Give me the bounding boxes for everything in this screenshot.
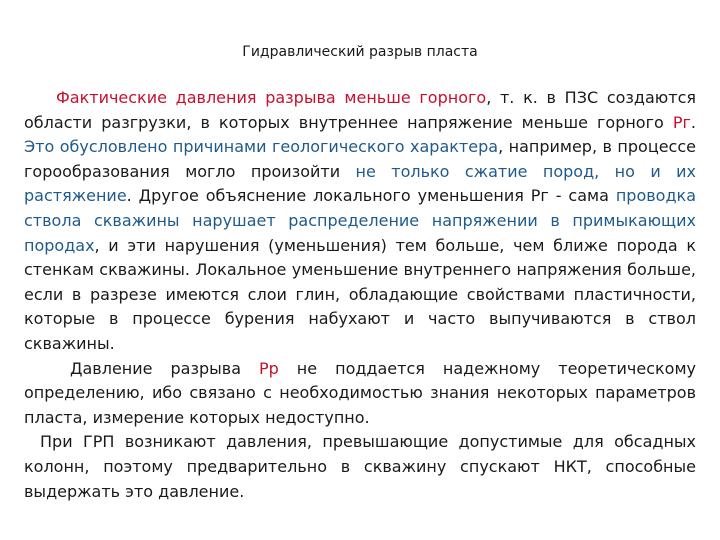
highlight-text: Это обусловлено причинами геологического характера <box>24 137 499 157</box>
paragraph-1 <box>24 86 696 357</box>
text-span: , и эти нарушения (уменьшения) тем больше, чем ближе порода к стенкам скважины. Локальное уменьшение внутреннего напряжения больше, если в разрезе имеются слои глин, обладающие свойствами пластичности, которые в процессе бурения набухают и часто выпучиваются в ствол скважины. <box>24 235 696 353</box>
paragraph-3 <box>24 430 696 504</box>
text-span: Давление разрыва <box>70 358 259 378</box>
highlight-text: не только сжатие пород, но и их растяжение <box>24 161 696 206</box>
text-span: , например, в процессе горообразования могло произойти <box>24 137 696 181</box>
page-title: Гидравлический разрыв пласта <box>242 44 478 60</box>
text-span: При ГРП возникают давления, превышающие допустимые для обсадных колонн, поэтому предварительно в скважину спускают НКТ, способные выдержать это давление. <box>24 432 696 501</box>
body-text <box>24 86 696 504</box>
text-span: , т. к. в ПЗС создаются области разгрузки, в которых внутреннее напряжение меньше горного <box>24 88 697 132</box>
paragraph-2 <box>24 357 696 431</box>
text-span: . Другое объяснение локального уменьшения Рг - сама <box>126 186 616 206</box>
highlight-text: Фактические давления разрыва меньше горного <box>56 88 487 107</box>
text-span: не поддается надежному теоретическому определению, ибо связано с необходимостью знания некоторых параметров пласта, измерение которых недоступно. <box>24 358 697 427</box>
highlight-text: Рг <box>672 112 691 132</box>
highlight-text: Рр <box>259 358 279 378</box>
text-span: . <box>690 112 696 132</box>
highlight-text: проводка ствола скважины нарушает распределение напряжении в примыкающих породах <box>24 186 696 255</box>
